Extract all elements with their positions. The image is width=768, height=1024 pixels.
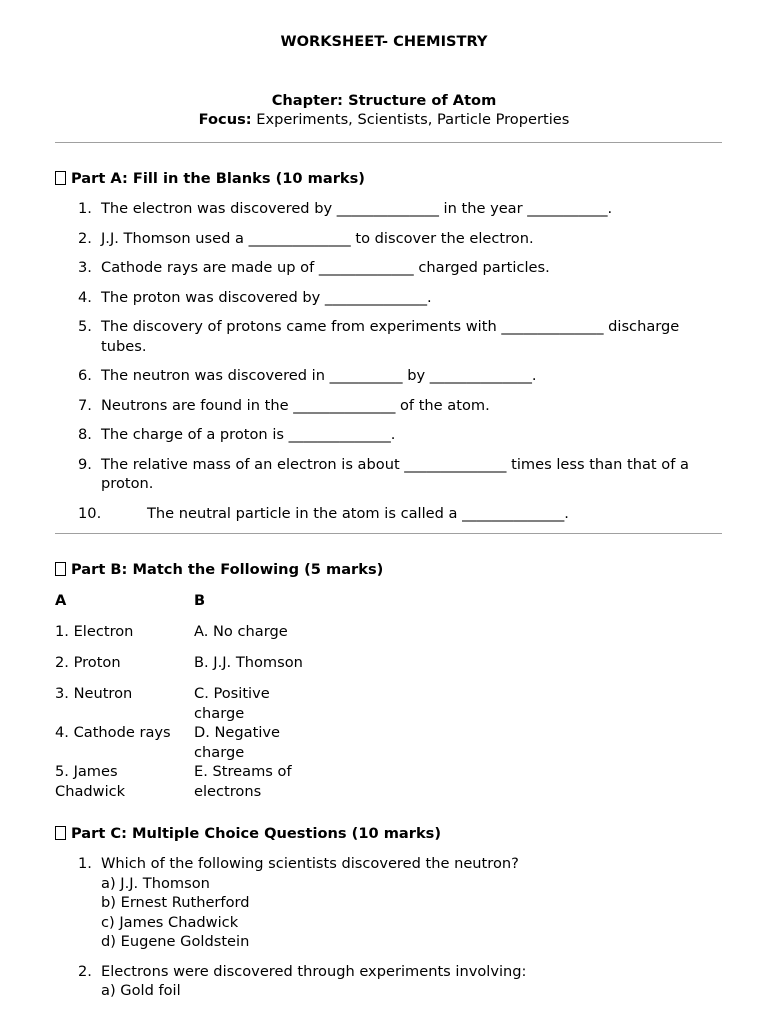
missing-glyph-icon: [55, 562, 66, 576]
mcq-option: b) Ernest Rutherford: [101, 894, 250, 911]
divider: [55, 533, 722, 534]
divider: [55, 142, 722, 143]
column-a-header: A: [55, 592, 67, 609]
column-a-cell: 2. Proton: [55, 654, 121, 671]
item-number: 8.: [78, 426, 92, 443]
item-number: 6.: [78, 367, 92, 384]
match-table: [55, 591, 314, 801]
mcq-question: Electrons were discovered through experiments involving:: [101, 962, 527, 980]
missing-glyph-icon: [55, 171, 66, 185]
list-item: [55, 317, 725, 356]
list-item: [55, 504, 725, 524]
item-text: J.J. Thomson used a ______________ to discover the electron.: [101, 229, 534, 247]
list-item: [55, 366, 725, 386]
table-row: [55, 622, 314, 653]
mcq-option: a) J.J. Thomson: [101, 874, 210, 892]
column-b-cell: D. Negative charge: [194, 724, 281, 761]
item-text: The neutron was discovered in __________ by ______________.: [101, 367, 537, 384]
item-number: 7.: [78, 396, 92, 414]
part-c-heading-text: Part C: Multiple Choice Questions (10 marks): [71, 825, 442, 842]
item-number: 3.: [78, 259, 92, 276]
focus-text: Experiments, Scientists, Particle Properties: [251, 111, 570, 128]
missing-glyph-icon: [55, 826, 66, 840]
item-text: Cathode rays are made up of _____________ charged particles.: [101, 259, 550, 276]
item-number: 4.: [78, 288, 92, 306]
item-number: 1.: [78, 855, 92, 872]
item-number: 5.: [78, 318, 92, 335]
table-row: [55, 684, 314, 723]
part-a-heading-text: Part A: Fill in the Blanks (10 marks): [71, 170, 365, 187]
part-c-heading: [55, 825, 441, 842]
list-item: [55, 455, 725, 494]
item-text: The neutral particle in the atom is called a ______________.: [147, 504, 569, 522]
part-a-list: [55, 199, 725, 533]
focus-label: Focus:: [198, 111, 252, 128]
column-b-header: B: [194, 592, 206, 609]
mcq-option: c) James Chadwick: [101, 913, 239, 931]
mcq-option: d) Eugene Goldstein: [101, 933, 250, 950]
table-row: [55, 762, 314, 801]
focus-line: [0, 111, 768, 128]
list-item: [55, 258, 725, 278]
mcq-body: [101, 962, 725, 1001]
item-text: The proton was discovered by ______________.: [101, 288, 432, 306]
mcq-question: Which of the following scientists discovered the neutron?: [101, 855, 519, 872]
mcq-item: [55, 854, 725, 952]
item-text: The electron was discovered by ______________ in the year ___________.: [101, 200, 613, 217]
chapter-title: Chapter: Structure of Atom: [271, 92, 497, 109]
column-a-cell: 5. James Chadwick: [55, 763, 126, 800]
list-item: [55, 288, 725, 308]
column-a-cell: 4. Cathode rays: [55, 724, 171, 741]
column-a-cell: 3. Neutron: [55, 685, 133, 702]
column-b-cell: E. Streams of electrons: [194, 763, 292, 800]
mcq-body: [101, 854, 725, 952]
worksheet-title: WORKSHEET- CHEMISTRY: [280, 33, 488, 50]
item-text: The charge of a proton is ______________.: [101, 426, 396, 443]
item-number: 9.: [78, 455, 92, 473]
part-c-list: [55, 854, 725, 1011]
item-number: 2.: [78, 962, 92, 980]
mcq-item: [55, 962, 725, 1001]
item-text: The discovery of protons came from experiments with ______________ discharge tubes.: [101, 318, 680, 355]
column-b-cell: A. No charge: [194, 623, 288, 640]
item-number: 2.: [78, 229, 92, 247]
list-item: [55, 199, 725, 219]
list-item: [55, 229, 725, 249]
list-item: [55, 425, 725, 445]
item-number: 1.: [78, 200, 92, 217]
item-text: The relative mass of an electron is about ______________ times less than that of a proton.: [101, 455, 689, 492]
part-b-heading-text: Part B: Match the Following (5 marks): [71, 561, 384, 578]
mcq-option: a) Gold foil: [101, 982, 181, 999]
table-row: [55, 723, 314, 762]
column-b-cell: B. J.J. Thomson: [194, 654, 303, 671]
table-header-row: [55, 591, 314, 622]
item-text: Neutrons are found in the ______________ of the atom.: [101, 396, 490, 414]
part-a-heading: [55, 170, 365, 187]
table-row: [55, 653, 314, 684]
list-item: [55, 396, 725, 416]
column-b-cell: C. Positive charge: [194, 685, 270, 722]
column-a-cell: 1. Electron: [55, 623, 134, 640]
item-number: 10.: [78, 504, 102, 522]
part-b-heading: [55, 561, 383, 578]
